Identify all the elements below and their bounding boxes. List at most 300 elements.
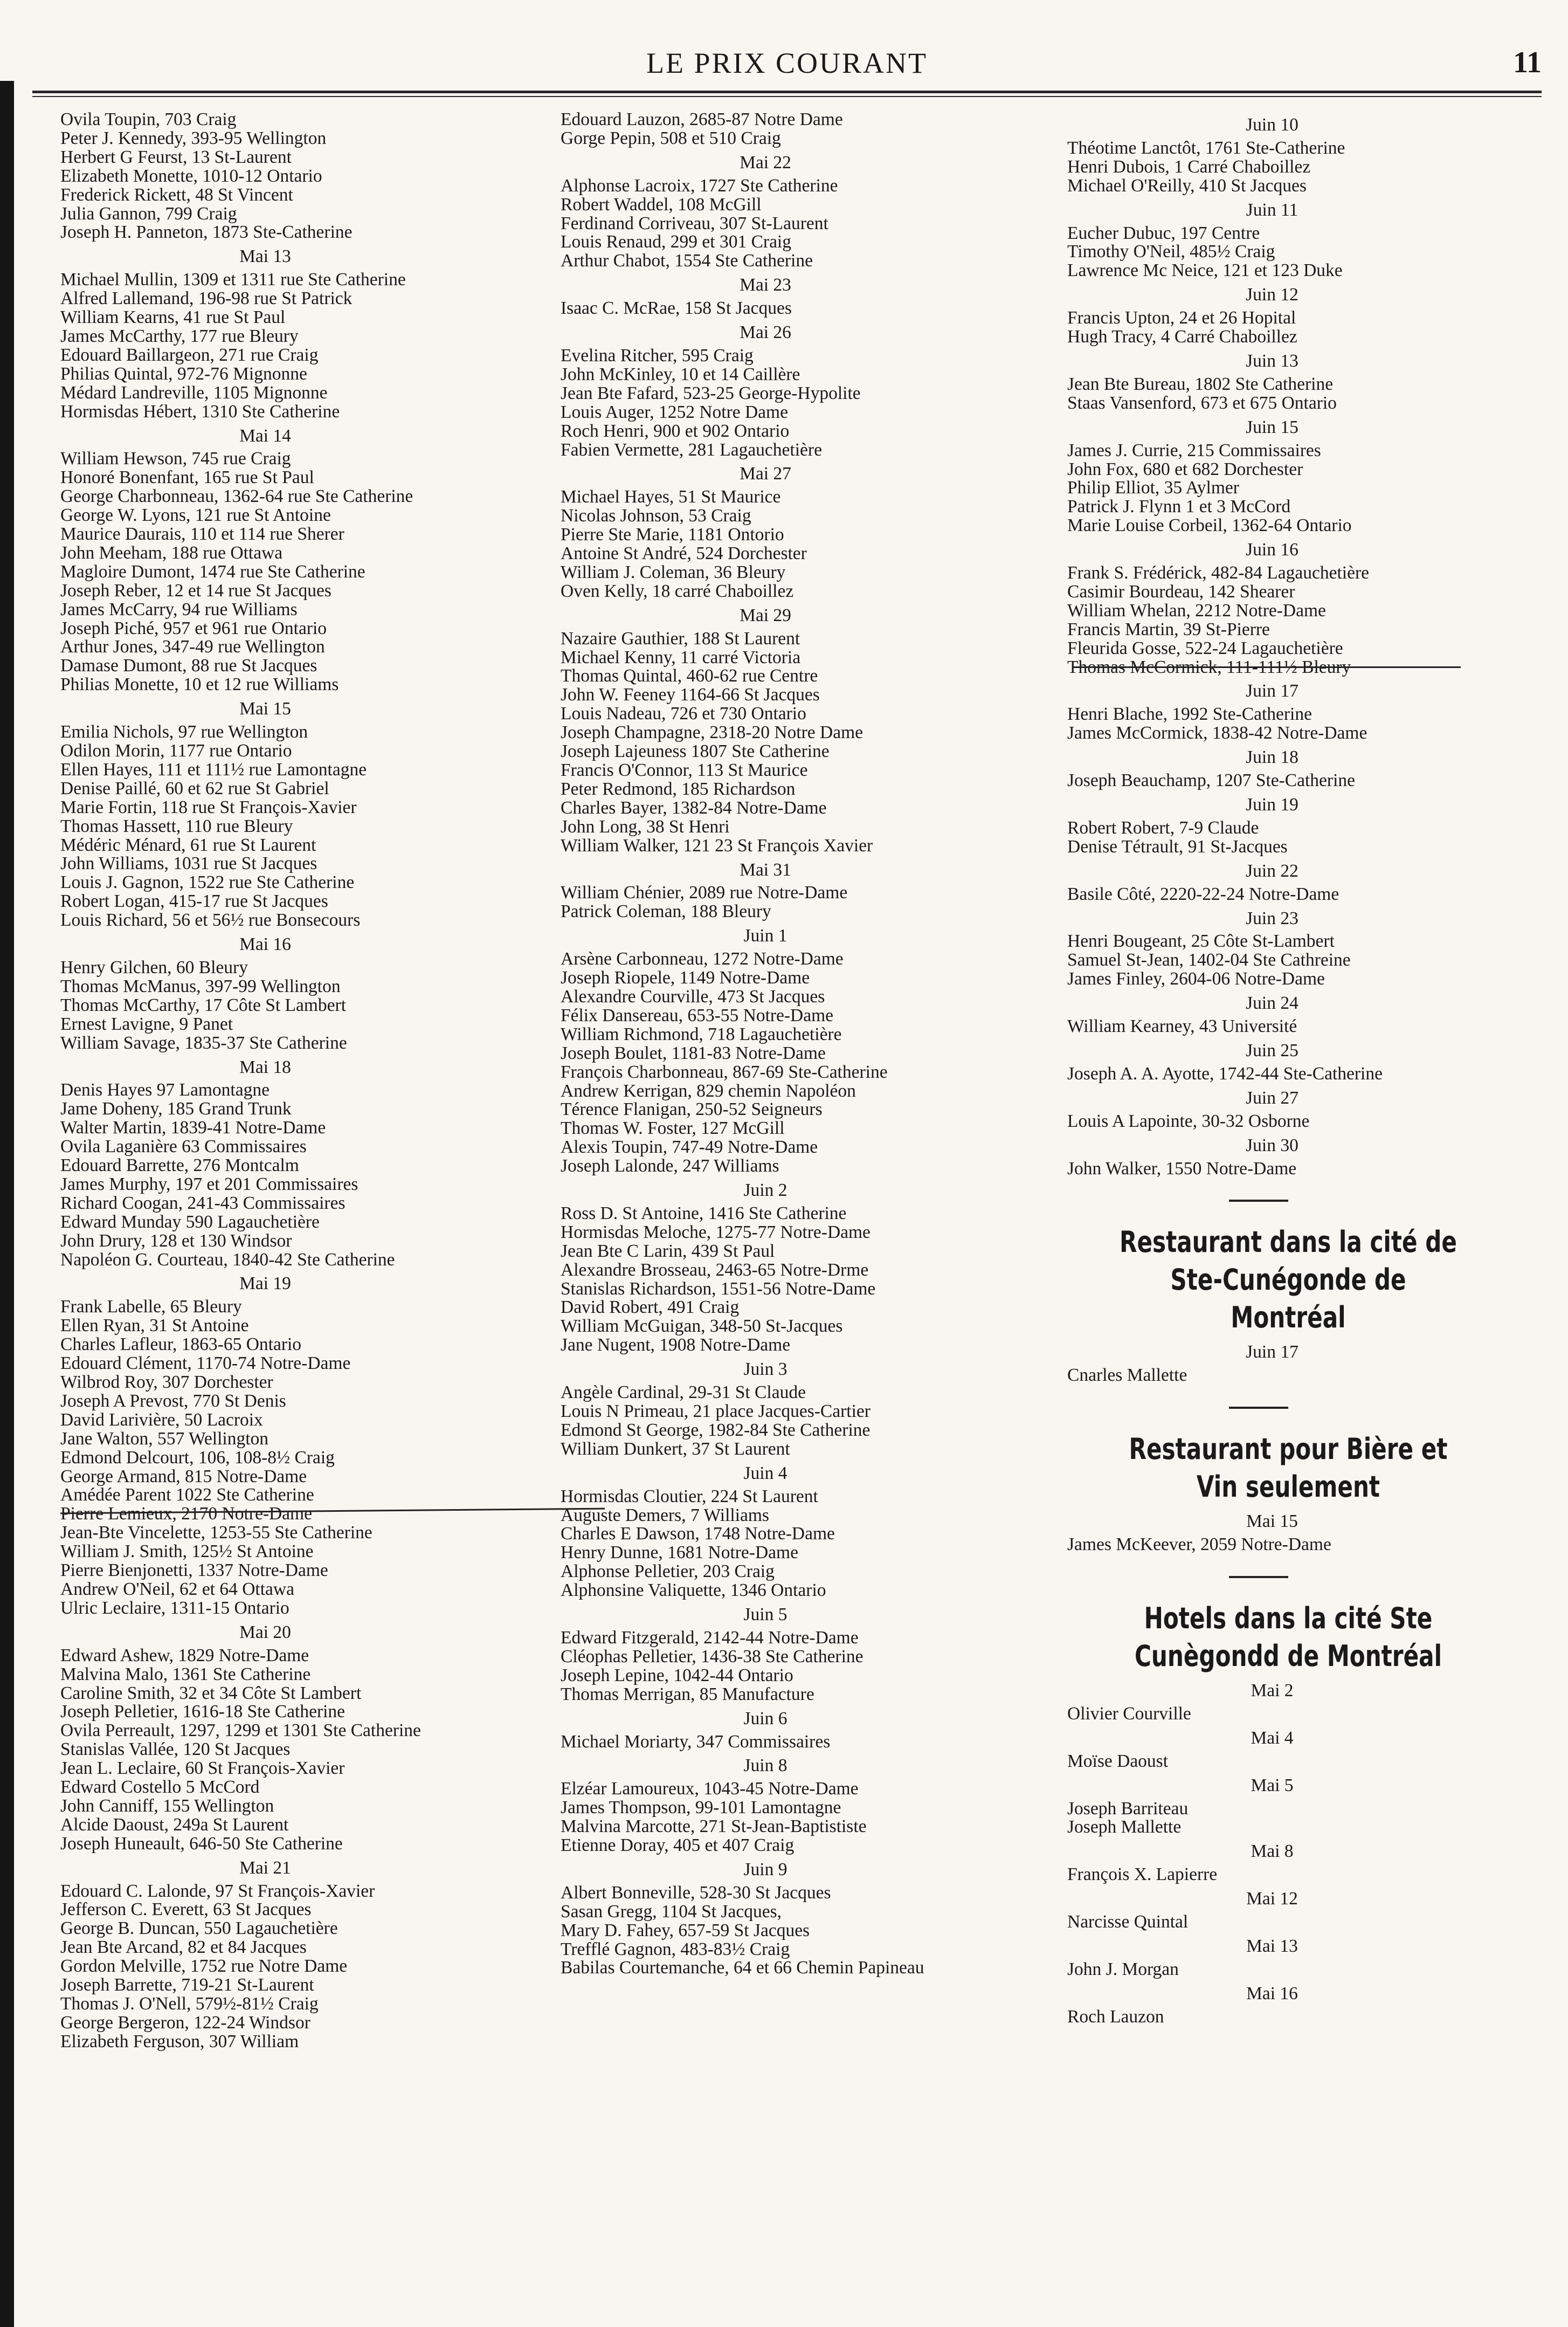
licence-list [1067, 1017, 1531, 1036]
licence-entry: George W. Lyons, 121 rue St Antoine [60, 505, 331, 526]
licence-entry: Ovila Laganière 63 Commissaires [60, 1137, 307, 1157]
licence-entry: John Meeham, 188 rue Ottawa [60, 542, 283, 563]
licence-entry: Arthur Chabot, 1554 Ste Catherine [561, 251, 813, 271]
licence-entry: Pierre Ste Marie, 1181 Ontorio [561, 525, 784, 545]
date-heading: Mai 8 [1251, 1841, 1294, 1862]
column-1 [60, 111, 545, 2051]
licence-entry: Lawrence Mc Neice, 121 et 123 Duke [1067, 260, 1343, 281]
licence-entry: Albert Bonneville, 528-30 St Jacques [561, 1882, 831, 1903]
licence-entry: Henri Bougeant, 25 Côte St-Lambert [1067, 931, 1335, 952]
licence-entry: Joseph Huneault, 646-50 Ste Catherine [60, 1833, 343, 1854]
licence-entry: Amédée Parent 1022 Ste Catherine [60, 1485, 314, 1505]
date-heading: Juin 18 [1246, 747, 1298, 768]
licence-entry: Malvina Malo, 1361 Ste Catherine [60, 1664, 311, 1684]
licence-entry: Etienne Doray, 405 et 407 Craig [561, 1835, 795, 1856]
licence-entry: Edward Costello 5 McCord [60, 1777, 260, 1798]
licence-entry: Ulric Leclaire, 1311-15 Ontario [60, 1598, 289, 1618]
licence-entry: Peter Redmond, 185 Richardson [561, 779, 796, 799]
licence-list [1067, 2008, 1531, 2027]
licence-list [1067, 564, 1531, 677]
column-2 [561, 111, 1046, 1978]
licence-entry: Joseph Lepine, 1042-44 Ontario [561, 1665, 793, 1685]
date-heading: Mai 27 [740, 464, 791, 484]
licence-entry: Thomas McCormick, 111-111½ Bleury [1067, 657, 1351, 677]
licence-entry: Edouard Lauzon, 2685-87 Notre Dame [561, 109, 843, 129]
licence-entry: Joseph A. A. Ayotte, 1742-44 Ste-Catherine [1067, 1063, 1383, 1084]
date-heading: Juin 6 [743, 1708, 788, 1729]
date-heading: Juin 24 [1246, 993, 1298, 1014]
licence-entry: David Larivière, 50 Lacroix [60, 1409, 263, 1430]
licence-entry: George Armand, 815 Notre-Dame [60, 1466, 307, 1486]
licence-entry: Babilas Courtemanche, 64 et 66 Chemin Papineau [561, 1958, 924, 1978]
licence-list [1067, 309, 1531, 347]
licence-entry: Thomas W. Foster, 127 McGill [561, 1118, 785, 1139]
licence-entry: Philias Quintal, 972-76 Mignonne [60, 363, 307, 384]
licence-list [1067, 1160, 1531, 1179]
licence-list [1067, 442, 1531, 536]
licence-entry: John Fox, 680 et 682 Dorchester [1067, 459, 1303, 479]
licence-list [561, 347, 1046, 459]
licence-entry: Nicolas Johnson, 53 Craig [561, 506, 751, 526]
licence-entry: Michael Moriarty, 347 Commissaires [561, 1731, 831, 1752]
binding-shadow [0, 81, 14, 2327]
date-heading: Juin 12 [1246, 285, 1298, 305]
licence-entry: Ovila Toupin, 703 Craig [60, 109, 237, 129]
licence-entry: Jean-Bte Vincelette, 1253-55 Ste Catherine [60, 1523, 372, 1543]
licence-entry: James McCarry, 94 rue Williams [60, 599, 298, 619]
header-rule-thin [32, 96, 1542, 97]
licence-entry: Auguste Demers, 7 Williams [561, 1505, 769, 1525]
licence-entry: Alfred Lallemand, 196-98 rue St Patrick [60, 288, 353, 309]
date-heading: Juin 1 [743, 926, 788, 946]
licence-entry: Moïse Daoust [1067, 1751, 1169, 1771]
licence-entry: Staas Vansenford, 673 et 675 Ontario [1067, 393, 1337, 413]
date-heading: Mai 14 [239, 425, 291, 446]
licence-entry: Hormisdas Cloutier, 224 St Laurent [561, 1486, 818, 1506]
licence-list [1067, 224, 1531, 281]
licence-entry: Alphonse Pelletier, 203 Craig [561, 1561, 775, 1582]
licence-entry: George Bergeron, 122-24 Windsor [60, 2012, 310, 2033]
licence-list [1067, 1112, 1531, 1131]
date-heading: Mai 31 [740, 859, 791, 880]
licence-entry: Eucher Dubuc, 197 Centre [1067, 223, 1260, 243]
licence-entry: Henri Blache, 1992 Ste-Catherine [1067, 704, 1312, 725]
licence-entry: James Thompson, 99-101 Lamontagne [561, 1798, 841, 1818]
licence-entry: Edward Fitzgerald, 2142-44 Notre-Dame [561, 1627, 859, 1648]
date-heading: Juin 19 [1246, 795, 1298, 815]
licence-entry: Caroline Smith, 32 et 34 Côte St Lambert [60, 1683, 362, 1703]
licence-entry: Joseph A Prevost, 770 St Denis [60, 1390, 286, 1411]
licence-entry: Ovila Perreault, 1297, 1299 et 1301 Ste Catherine [60, 1720, 421, 1741]
licence-entry: John Drury, 128 et 130 Windsor [60, 1230, 292, 1251]
licence-entry: James Murphy, 197 et 201 Commissaires [60, 1174, 358, 1194]
date-heading: Juin 15 [1246, 417, 1298, 437]
date-heading: Mai 19 [239, 1273, 291, 1294]
licence-entry: Edward Ashew, 1829 Notre-Dame [60, 1645, 309, 1665]
licence-entry: Jame Doheny, 185 Grand Trunk [60, 1099, 292, 1119]
date-heading: Mai 23 [740, 275, 791, 295]
licence-entry: Térence Flanigan, 250-52 Seigneurs [561, 1099, 823, 1120]
licence-entry: Richard Coogan, 241-43 Commissaires [60, 1193, 346, 1213]
licence-list [561, 1488, 1046, 1600]
licence-entry: Joseph Beauchamp, 1207 Ste-Catherine [1067, 770, 1356, 791]
licence-entry: David Robert, 491 Craig [561, 1297, 740, 1318]
licence-list [1067, 1536, 1531, 1554]
date-heading: Juin 11 [1246, 199, 1298, 220]
licence-entry: Thomas McManus, 397-99 Wellington [60, 976, 341, 996]
licence-entry: Edouard Clément, 1170-74 Notre-Dame [60, 1353, 351, 1374]
licence-entry: Edmond St George, 1982-84 Ste Catherine [561, 1420, 871, 1440]
licence-entry: Jean Bte Fafard, 523-25 George-Hypolite [561, 383, 861, 403]
licence-entry: John Canniff, 155 Wellington [60, 1795, 274, 1816]
licence-entry: Pierre Lemieux, 2170 Notre-Dame [60, 1504, 312, 1524]
licence-list [1067, 932, 1531, 989]
licence-list [1067, 1366, 1531, 1385]
date-heading: Juin 27 [1246, 1087, 1298, 1108]
date-heading: Juin 9 [743, 1859, 788, 1880]
licence-list [561, 177, 1046, 271]
licence-list [1067, 1960, 1531, 1979]
date-heading: Mai 18 [239, 1057, 291, 1077]
licence-list [1067, 1865, 1531, 1884]
licence-entry: Ferdinand Corriveau, 307 St-Laurent [561, 213, 828, 233]
licence-entry: Alexandre Brosseau, 2463-65 Notre-Drme [561, 1259, 869, 1280]
licence-entry: William Kearns, 41 rue St Paul [60, 307, 286, 328]
licence-entry: Patrick J. Flynn 1 et 3 McCord [1067, 497, 1291, 517]
licence-list [1067, 1913, 1531, 1932]
licence-entry: William Savage, 1835-37 Ste Catherine [60, 1032, 347, 1053]
licence-entry: Hormisdas Hébert, 1310 Ste Catherine [60, 401, 340, 422]
licence-entry: Magloire Dumont, 1474 rue Ste Catherine [60, 561, 365, 582]
licence-entry: Robert Robert, 7-9 Claude [1067, 817, 1259, 838]
licence-entry: François X. Lapierre [1067, 1864, 1218, 1885]
licence-entry: Francis Martin, 39 St-Pierre [1067, 619, 1270, 639]
licence-entry: Thomas Quintal, 460-62 rue Centre [561, 666, 818, 686]
page-header [32, 42, 1542, 85]
licence-entry: Damase Dumont, 88 rue St Jacques [60, 656, 317, 676]
licence-entry: Francis O'Connor, 113 St Maurice [561, 760, 808, 780]
licence-entry: Edouard Barrette, 276 Montcalm [60, 1155, 299, 1176]
licence-entry: Jean Bte C Larin, 439 St Paul [561, 1241, 775, 1261]
licence-entry: Cnarles Mallette [1067, 1365, 1187, 1386]
licence-list [60, 1882, 545, 2051]
licence-entry: James McCarthy, 177 rue Bleury [60, 326, 299, 346]
licence-list [561, 299, 1046, 318]
licence-entry: Alphonsine Valiquette, 1346 Ontario [561, 1580, 826, 1601]
licence-list [1067, 705, 1531, 743]
licence-entry: Timothy O'Neil, 485½ Craig [1067, 242, 1275, 262]
section-heading: Hotels dans la cité Ste Cunègondd de Montréal [1134, 1601, 1442, 1674]
licence-entry: Nazaire Gauthier, 188 St Laurent [561, 628, 800, 649]
licence-entry: Basile Côté, 2220-22-24 Notre-Dame [1067, 884, 1339, 904]
licence-entry: Michael Hayes, 51 St Maurice [561, 487, 781, 507]
licence-entry: Edouard C. Lalonde, 97 St François-Xavier [60, 1881, 375, 1901]
licence-entry: Isaac C. McRae, 158 St Jacques [561, 298, 792, 319]
licence-list [561, 630, 1046, 856]
licence-entry: Robert Waddel, 108 McGill [561, 194, 762, 215]
licence-entry: Pierre Bienjonetti, 1337 Notre-Dame [60, 1560, 328, 1581]
licence-entry: François Charbonneau, 867-69 Ste-Catherine [561, 1062, 888, 1082]
licence-entry: Andrew Kerrigan, 829 chemin Napoléon [561, 1080, 856, 1101]
licence-entry: William Chénier, 2089 rue Notre-Dame [561, 883, 848, 903]
licence-list [561, 1780, 1046, 1855]
licence-entry: Herbert G Feurst, 13 St-Laurent [60, 147, 292, 167]
licence-entry: Joseph Champagne, 2318-20 Notre Dame [561, 722, 863, 743]
licence-entry: Thomas McCarthy, 17 Côte St Lambert [60, 995, 347, 1015]
date-heading: Juin 5 [743, 1605, 788, 1625]
licence-entry: Ernest Lavigne, 9 Panet [60, 1014, 233, 1034]
licence-entry: John W. Feeney 1164-66 St Jacques [561, 685, 820, 705]
licence-entry: Alphonse Lacroix, 1727 Ste Catherine [561, 175, 838, 196]
licence-entry: Samuel St-Jean, 1402-04 Ste Cathreine [1067, 950, 1351, 970]
licence-entry: William J. Smith, 125½ St Antoine [60, 1541, 314, 1562]
licence-entry: James J. Currie, 215 Commissaires [1067, 440, 1321, 460]
licence-entry: Arthur Jones, 347-49 rue Wellington [60, 637, 325, 657]
licence-entry: Gordon Melville, 1752 rue Notre Dame [60, 1956, 348, 1977]
licence-entry: John Long, 38 St Henri [561, 816, 730, 837]
licence-entry: Joseph Piché, 957 et 961 rue Ontario [60, 618, 327, 638]
licence-entry: Louis Richard, 56 et 56½ rue Bonsecours [60, 910, 361, 931]
licence-entry: William McGuigan, 348-50 St-Jacques [561, 1316, 843, 1337]
licence-entry: Joseph Pelletier, 1616-18 Ste Catherine [60, 1702, 346, 1722]
licence-entry: Wilbrod Roy, 307 Dorchester [60, 1372, 273, 1392]
header-rule [32, 91, 1542, 93]
licence-entry: Narcisse Quintal [1067, 1912, 1189, 1932]
date-heading: Juin 2 [743, 1180, 788, 1201]
licence-entry: Olivier Courville [1067, 1703, 1191, 1724]
licence-entry: John Williams, 1031 rue St Jacques [60, 853, 317, 874]
licence-entry: Fabien Vermette, 281 Lagauchetière [561, 439, 822, 460]
licence-list [1067, 819, 1531, 857]
licence-entry: Frank Labelle, 65 Bleury [60, 1297, 242, 1317]
licence-entry: Hormisdas Meloche, 1275-77 Notre-Dame [561, 1222, 871, 1242]
licence-entry: John J. Morgan [1067, 1959, 1179, 1979]
licence-list [1067, 885, 1531, 904]
licence-entry: Jean Bte Arcand, 82 et 84 Jacques [60, 1937, 307, 1958]
licence-entry: Michael O'Reilly, 410 St Jacques [1067, 175, 1307, 196]
licence-entry: Napoléon G. Courteau, 1840-42 Ste Catherine [60, 1249, 395, 1270]
licence-entry: Louis Nadeau, 726 et 730 Ontario [561, 704, 806, 724]
date-heading: Mai 12 [1246, 1889, 1298, 1909]
licence-list [561, 884, 1046, 921]
licence-list [1067, 772, 1531, 790]
licence-list [60, 959, 545, 1053]
licence-entry: Trefflé Gagnon, 483-83½ Craig [561, 1939, 790, 1959]
page-number: 11 [1513, 46, 1542, 79]
licence-entry: Joseph Boulet, 1181-83 Notre-Dame [561, 1043, 826, 1063]
date-heading: Juin 8 [743, 1755, 788, 1776]
licence-entry: Alcide Daoust, 249a St Laurent [60, 1814, 289, 1835]
licence-entry: Arsène Carbonneau, 1272 Notre-Dame [561, 949, 844, 969]
licence-list [561, 488, 1046, 601]
licence-list [561, 1733, 1046, 1752]
date-heading: Juin 13 [1246, 350, 1298, 371]
licence-entry: Peter J. Kennedy, 393-95 Wellington [60, 128, 327, 148]
licence-entry: Joseph Lajeuness 1807 Ste Catherine [561, 741, 830, 762]
licence-list [60, 111, 545, 242]
date-heading: Juin 17 [1246, 1342, 1298, 1362]
licence-entry: Denis Hayes 97 Lamontagne [60, 1080, 270, 1100]
licence-entry: John McKinley, 10 et 14 Caillère [561, 364, 800, 384]
licence-entry: Fleurida Gosse, 522-24 Lagauchetière [1067, 638, 1343, 658]
licence-entry: Robert Logan, 415-17 rue St Jacques [60, 891, 328, 912]
licence-entry: Elzéar Lamoureux, 1043-45 Notre-Dame [561, 1779, 859, 1799]
licence-entry: William Richmond, 718 Lagauchetière [561, 1024, 842, 1044]
licence-entry: Médard Landreville, 1105 Mignonne [60, 382, 328, 403]
licence-entry: Julia Gannon, 799 Craig [60, 203, 237, 224]
date-heading: Juin 22 [1246, 860, 1298, 881]
licence-entry: Louis Renaud, 299 et 301 Craig [561, 232, 791, 252]
licence-list [1067, 1752, 1531, 1771]
licence-entry: Francis Upton, 24 et 26 Hopital [1067, 308, 1296, 328]
licence-entry: Edmond Delcourt, 106, 108-8½ Craig [60, 1447, 335, 1468]
licence-entry: Malvina Marcotte, 271 St-Jean-Baptististe [561, 1816, 867, 1837]
licence-list [561, 1884, 1046, 1978]
licence-list [60, 1647, 545, 1854]
date-heading: Juin 25 [1246, 1040, 1298, 1061]
licence-entry: Antoine St André, 524 Dorchester [561, 543, 807, 564]
licence-entry: Charles E Dawson, 1748 Notre-Dame [561, 1524, 835, 1544]
date-heading: Juin 3 [743, 1359, 788, 1380]
licence-list [1067, 375, 1531, 413]
licence-entry: Charles Bayer, 1382-84 Notre-Dame [561, 797, 827, 818]
date-heading: Juin 30 [1246, 1135, 1298, 1155]
licence-entry: Joseph Barriteau [1067, 1798, 1189, 1819]
licence-entry: Angèle Cardinal, 29-31 St Claude [561, 1382, 806, 1403]
date-heading: Mai 26 [740, 322, 791, 343]
date-heading: Mai 21 [239, 1857, 291, 1878]
licence-entry: Edward Munday 590 Lagauchetière [60, 1211, 320, 1232]
date-heading: Mai 22 [740, 152, 791, 173]
licence-entry: Ellen Ryan, 31 St Antoine [60, 1316, 249, 1336]
licence-entry: Médéric Ménard, 61 rue St Laurent [60, 835, 316, 855]
licence-list [60, 1081, 545, 1269]
licence-entry: William Dunkert, 37 St Laurent [561, 1438, 790, 1459]
licence-entry: Roch Henri, 900 et 902 Ontario [561, 421, 790, 441]
licence-list [561, 1383, 1046, 1459]
licence-list [561, 111, 1046, 148]
licence-entry: Joseph Barrette, 719-21 St-Laurent [60, 1975, 314, 1995]
column-3 [1067, 111, 1531, 2027]
licence-entry: Patrick Coleman, 188 Bleury [561, 901, 771, 922]
date-heading: Mai 13 [1246, 1936, 1298, 1956]
licence-entry: Louis Auger, 1252 Notre Dame [561, 402, 788, 422]
licence-entry: Alexandre Courville, 473 St Jacques [561, 986, 825, 1007]
section-divider [1229, 1407, 1288, 1409]
licence-entry: Charles Lafleur, 1863-65 Ontario [60, 1334, 302, 1355]
licence-list [1067, 1800, 1531, 1837]
licence-entry: Casimir Bourdeau, 142 Shearer [1067, 581, 1295, 602]
licence-entry: Alexis Toupin, 747-49 Notre-Dame [561, 1137, 818, 1158]
date-heading: Mai 20 [239, 1622, 291, 1642]
pen-strike-mark [1073, 666, 1461, 668]
licence-entry: Odilon Morin, 1177 rue Ontario [60, 741, 292, 761]
licence-entry: Louis N Primeau, 21 place Jacques-Cartier [561, 1401, 871, 1421]
licence-entry: Philip Elliot, 35 Aylmer [1067, 478, 1239, 498]
licence-entry: Jean Bte Bureau, 1802 Ste Catherine [1067, 374, 1334, 394]
licence-entry: Stanislas Vallée, 120 St Jacques [60, 1739, 291, 1760]
date-heading: Mai 5 [1251, 1775, 1294, 1795]
licence-entry: Joseph Mallette [1067, 1817, 1182, 1837]
licence-entry: James McCormick, 1838-42 Notre-Dame [1067, 723, 1367, 743]
licence-list [561, 1204, 1046, 1355]
licence-entry: Elizabeth Ferguson, 307 William [60, 2031, 299, 2051]
licence-entry: Honoré Bonenfant, 165 rue St Paul [60, 467, 314, 488]
licence-entry: Thomas Hassett, 110 rue Bleury [60, 816, 293, 836]
licence-entry: Hugh Tracy, 4 Carré Chaboillez [1067, 327, 1297, 347]
licence-list [1067, 139, 1531, 196]
licence-entry: Evelina Ritcher, 595 Craig [561, 345, 754, 366]
licence-entry: Louis A Lapointe, 30-32 Osborne [1067, 1111, 1310, 1131]
section-divider [1229, 1576, 1288, 1578]
date-heading: Mai 16 [239, 934, 291, 955]
date-heading: Mai 15 [239, 699, 291, 719]
date-heading: Juin 23 [1246, 908, 1298, 928]
licence-entry: Emilia Nichols, 97 rue Wellington [60, 722, 308, 742]
licence-entry: Frederick Rickett, 48 St Vincent [60, 184, 293, 205]
date-heading: Juin 17 [1246, 681, 1298, 701]
licence-list [561, 950, 1046, 1176]
licence-list [60, 271, 545, 421]
licence-entry: Thomas Merrigan, 85 Manufacture [561, 1684, 814, 1704]
licence-entry: Marie Louise Corbeil, 1362-64 Ontario [1067, 515, 1352, 536]
date-heading: Juin 10 [1246, 115, 1298, 135]
date-heading: Mai 16 [1246, 1983, 1298, 2004]
licence-entry: Frank S. Frédérick, 482-84 Lagauchetière [1067, 563, 1369, 583]
licence-entry: Marie Fortin, 118 rue St François-Xavier [60, 797, 357, 817]
licence-entry: Roch Lauzon [1067, 2006, 1164, 2027]
section-heading: Restaurant pour Bière et Vin seulement [1129, 1432, 1448, 1504]
licence-entry: Jefferson C. Everett, 63 St Jacques [60, 1899, 312, 1920]
date-heading: Mai 2 [1251, 1681, 1294, 1701]
licence-entry: Joseph Riopele, 1149 Notre-Dame [561, 968, 810, 988]
licence-entry: William Whelan, 2212 Notre-Dame [1067, 600, 1326, 621]
licence-entry: Henry Dunne, 1681 Notre-Dame [561, 1543, 798, 1563]
licence-list [1067, 1705, 1531, 1724]
licence-entry: Jane Walton, 557 Wellington [60, 1428, 269, 1449]
licence-entry: Oven Kelly, 18 carré Chaboillez [561, 581, 794, 601]
date-heading: Mai 29 [740, 605, 791, 625]
date-heading: Mai 13 [239, 246, 291, 267]
licence-entry: Michael Kenny, 11 carré Victoria [561, 647, 801, 667]
licence-entry: Cléophas Pelletier, 1436-38 Ste Catherine [561, 1646, 864, 1667]
licence-entry: Denise Paillé, 60 et 62 rue St Gabriel [60, 778, 329, 798]
section-heading: Restaurant dans la cité de Ste-Cunégonde de Montréal [1120, 1225, 1457, 1335]
licence-entry: Walter Martin, 1839-41 Notre-Dame [60, 1118, 326, 1138]
licence-entry: Henri Dubois, 1 Carré Chaboillez [1067, 156, 1311, 177]
licence-entry: James Finley, 2604-06 Notre-Dame [1067, 969, 1325, 989]
licence-entry: William Walker, 121 23 St François Xavier [561, 835, 873, 856]
licence-list [1067, 1065, 1531, 1084]
licence-entry: Jane Nugent, 1908 Notre-Dame [561, 1335, 791, 1355]
licence-entry: Félix Dansereau, 653-55 Notre-Dame [561, 1005, 834, 1025]
journal-title: LE PRIX COURANT [646, 47, 928, 79]
licence-entry: Jean L. Leclaire, 60 St François-Xavier [60, 1758, 345, 1779]
licence-entry: Elizabeth Monette, 1010-12 Ontario [60, 166, 322, 186]
licence-entry: Thomas J. O'Nell, 579½-81½ Craig [60, 1994, 319, 2014]
licence-entry: Denise Tétrault, 91 St-Jacques [1067, 836, 1288, 857]
licence-entry: Edouard Baillargeon, 271 rue Craig [60, 345, 319, 365]
date-heading: Juin 16 [1246, 540, 1298, 560]
licence-entry: Andrew O'Neil, 62 et 64 Ottawa [60, 1579, 294, 1599]
licence-entry: Joseph Lalonde, 247 Williams [561, 1156, 779, 1176]
licence-list [60, 723, 545, 930]
licence-entry: Joseph H. Panneton, 1873 Ste-Catherine [60, 222, 353, 243]
licence-entry: Henry Gilchen, 60 Bleury [60, 957, 248, 977]
licence-entry: George Charbonneau, 1362-64 rue Ste Catherine [60, 486, 413, 507]
licence-entry: Mary D. Fahey, 657-59 St Jacques [561, 1920, 810, 1940]
licence-entry: Ross D. St Antoine, 1416 Ste Catherine [561, 1203, 847, 1223]
